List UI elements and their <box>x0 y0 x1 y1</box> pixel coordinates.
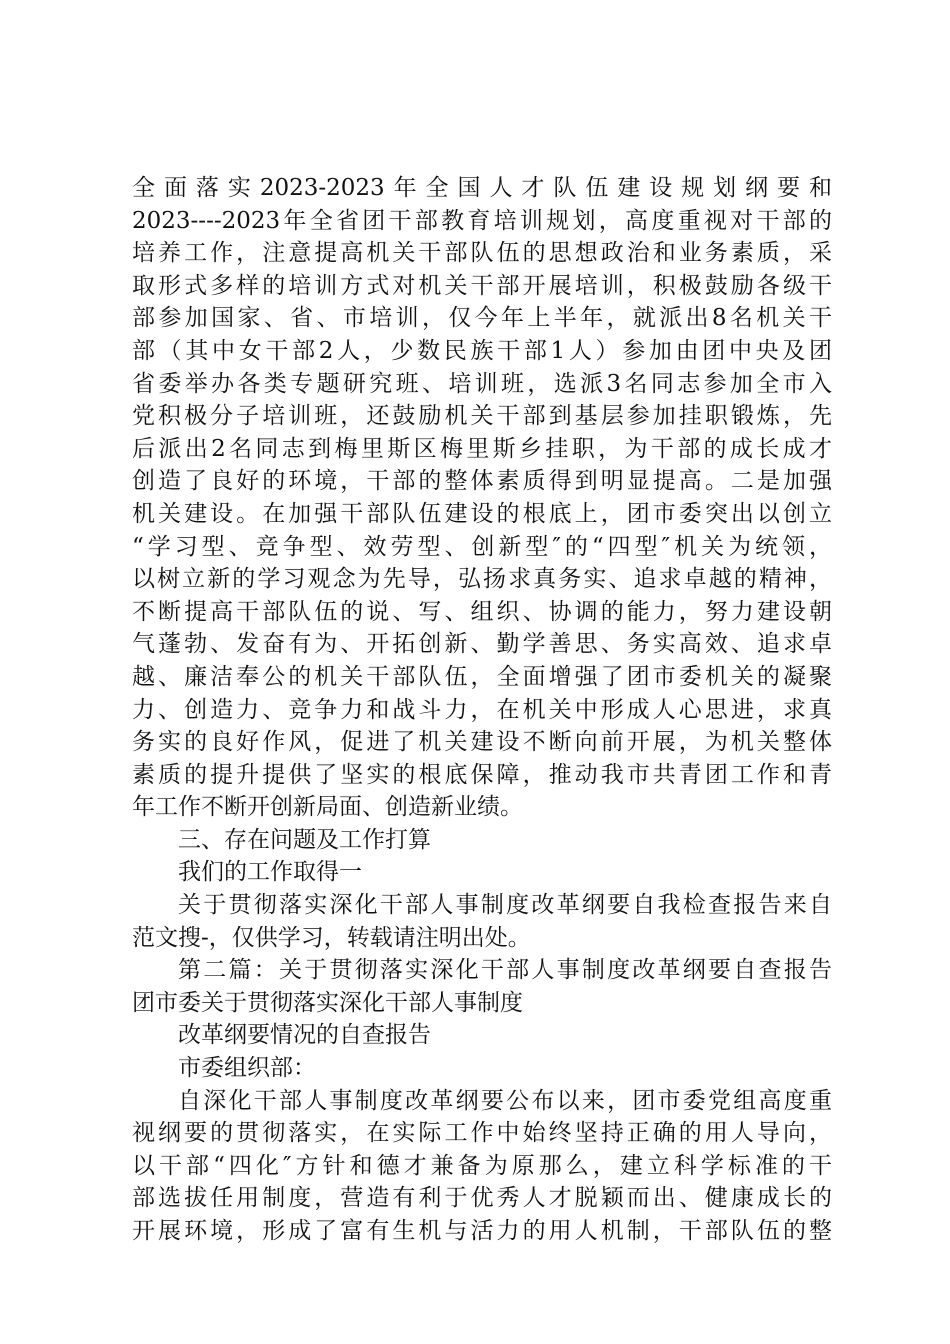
text-line: 以干部“四化″方针和德才兼备为原那么，建立科学标准的干 <box>132 1152 832 1179</box>
text-line: 不断提高干部队伍的说、写、组织、协调的能力，努力建设朝 <box>132 598 832 625</box>
text-line: 自深化干部人事制度改革纲要公布以来，团市委党组高度重 <box>178 1087 832 1114</box>
text-line: 党积极分子培训班，还鼓励机关干部到基层参加挂职锻炼，先 <box>132 403 832 430</box>
text-line: 开展环境，形成了富有生机与活力的用人机制，干部队伍的整 <box>132 1218 832 1244</box>
text-line: 素质的提升提供了坚实的根底保障，推动我市共青团工作和青 <box>132 761 832 788</box>
text-line: 改革纲要情况的自查报告 <box>178 1022 431 1049</box>
text-line: 部（其中女干部2人，少数民族干部1人）参加由团中央及团 <box>132 337 832 364</box>
text-line: 范文搜-，仅供学习，转载请注明出处。 <box>132 924 531 951</box>
text-line: 第二篇：关于贯彻落实深化干部人事制度改革纲要自查报告 <box>178 957 832 984</box>
text-line: 市委组织部： <box>178 1055 316 1082</box>
text-line: 部选拔任用制度，营造有利于优秀人才脱颖而出、健康成长的 <box>132 1185 832 1212</box>
text-line: 气蓬勃、发奋有为、开拓创新、勤学善思、务实高效、追求卓 <box>132 631 832 658</box>
text-line: 部参加国家、省、市培训，仅今年上半年，就派出8名机关干 <box>132 305 832 332</box>
text-line: “学习型、竞争型、效劳型、创新型″的“四型″机关为统领， <box>132 533 832 560</box>
text-line: 力、创造力、竞争力和战斗力，在机关中形成人心思进，求真 <box>132 696 832 723</box>
text-line: 以树立新的学习观念为先导，弘扬求真务实、追求卓越的精神， <box>132 566 832 593</box>
text-line: 取形式多样的培训方式对机关干部开展培训，积极鼓励各级干 <box>132 272 832 299</box>
text-line: 我们的工作取得一 <box>178 859 362 886</box>
text-line: 培养工作，注意提高机关干部队伍的思想政治和业务素质，采 <box>132 240 832 267</box>
text-line: 机关建设。在加强干部队伍建设的根底上，团市委突出以创立 <box>132 500 832 527</box>
text-line: 省委举办各类专题研究班、培训班，选派3名同志参加全市入 <box>132 370 832 397</box>
text-line: 视纲要的贯彻落实，在实际工作中始终坚持正确的用人导向， <box>132 1120 832 1147</box>
text-line: 越、廉洁奉公的机关干部队伍，全面增强了团市委机关的凝聚 <box>132 663 832 690</box>
text-line: 团市委关于贯彻落实深化干部人事制度 <box>132 989 523 1016</box>
text-line: 创造了良好的环境，干部的整体素质得到明显提高。二是加强 <box>132 468 832 495</box>
document-body <box>132 172 832 1248</box>
text-line: 关于贯彻落实深化干部人事制度改革纲要自我检查报告来自 <box>178 892 832 919</box>
text-line: 三、存在问题及工作打算 <box>178 826 431 853</box>
text-line: 年工作不断开创新局面、创造新业绩。 <box>132 794 523 821</box>
text-line: 务实的良好作风，促进了机关建设不断向前开展，为机关整体 <box>132 729 832 756</box>
text-line: 全面落实2023-2023年全国人才队伍建设规划纲要和 <box>132 175 832 201</box>
text-line: 后派出2名同志到梅里斯区梅里斯乡挂职，为干部的成长成才 <box>132 435 832 462</box>
text-line: 2023----2023年全省团干部教育培训规划，高度重视对干部的 <box>132 207 832 234</box>
